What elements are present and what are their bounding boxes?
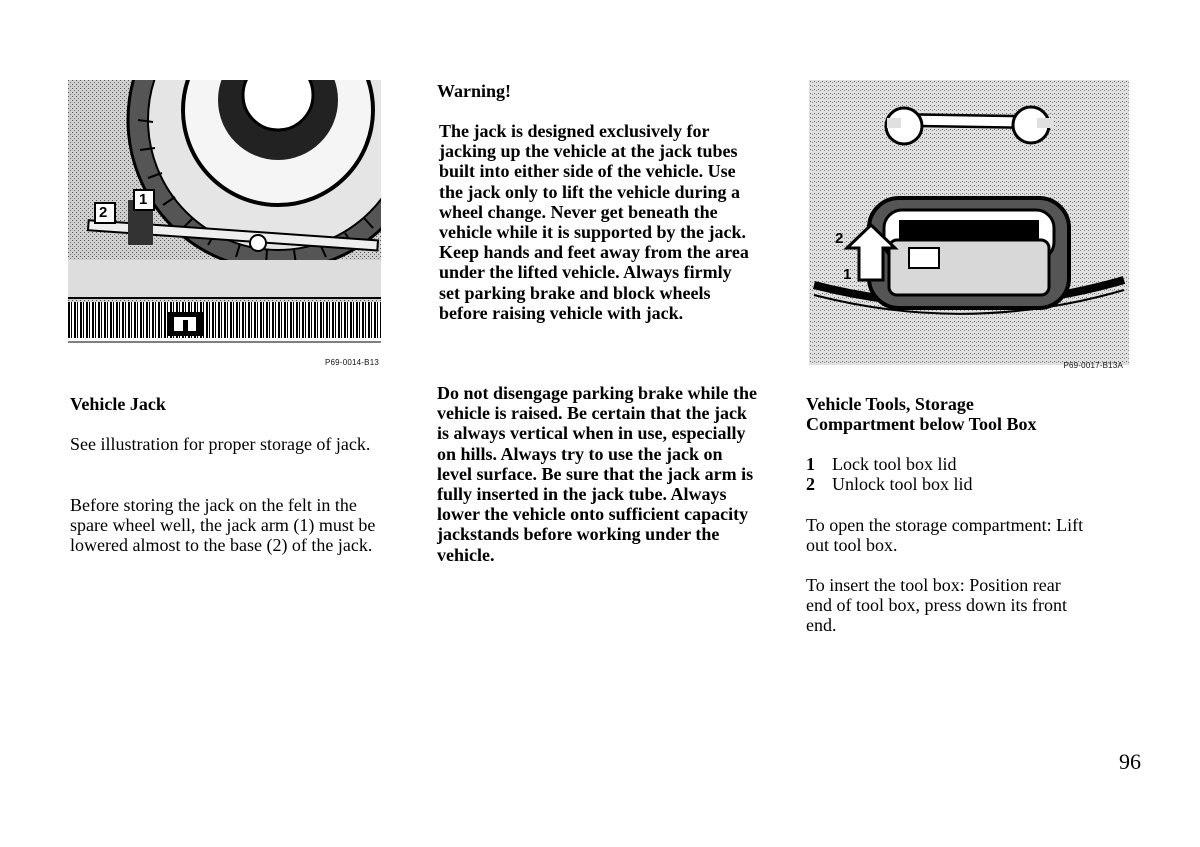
tools-para-1: To open the storage compartment: Lift out tool box. — [806, 515, 1084, 555]
tools-para-2: To insert the tool box: Position rear end of tool box, press down its front end. — [806, 575, 1067, 635]
callout-1: 1 — [139, 191, 148, 208]
figure-code: P69-0014-B13 — [325, 358, 379, 367]
vehicle-jack-para-1: See illustration for proper storage of jack. — [70, 434, 371, 454]
figure-code: P69-0017-B13A — [1063, 361, 1123, 370]
warning-para-2: Do not disengage parking brake while the vehicle is raised. Be certain that the jack is always vertical when in use, especially on hills. Always try to use the jack on level surface. Be sure that the jack arm is fully inserted in the jack tube. Always lower the vehicle onto sufficient capacity jackstands before working under the vehicle. — [437, 383, 758, 565]
tools-legend-list — [806, 454, 1106, 494]
jack-storage-drawing — [68, 80, 381, 370]
vehicle-jack-heading: Vehicle Jack — [70, 394, 166, 414]
vehicle-jack-para-2: Before storing the jack on the felt in the spare wheel well, the jack arm (1) must be lowered almost to the base (2) of the jack. — [70, 495, 376, 555]
item-number: 2 — [806, 474, 815, 494]
item-number: 1 — [806, 454, 815, 474]
callout-1: 1 — [843, 266, 852, 283]
callout-2: 2 — [99, 204, 108, 221]
list-item — [806, 454, 1106, 474]
callout-2: 2 — [835, 230, 844, 247]
list-item — [806, 474, 1106, 494]
item-text: Lock tool box lid — [832, 454, 957, 474]
warning-heading: Warning! — [437, 81, 512, 101]
jack-storage-illustration — [68, 80, 381, 370]
item-text: Unlock tool box lid — [832, 474, 973, 494]
page-number: 96 — [1119, 749, 1141, 774]
tool-box-illustration — [809, 80, 1129, 372]
warning-para-1: The jack is designed exclusively for jacking up the vehicle at the jack tubes built into either side of the vehicle. Use the jack only to lift the vehicle during a wheel change. Never get beneath the vehicle while it is supported by the jack. Keep hands and feet away from the area under the lifted vehicle. Always firmly set parking brake and block wheels before raising vehicle with jack. — [439, 121, 749, 323]
tools-heading: Vehicle Tools, Storage Compartment below Tool Box — [806, 394, 1037, 434]
tool-box-drawing — [809, 80, 1129, 372]
